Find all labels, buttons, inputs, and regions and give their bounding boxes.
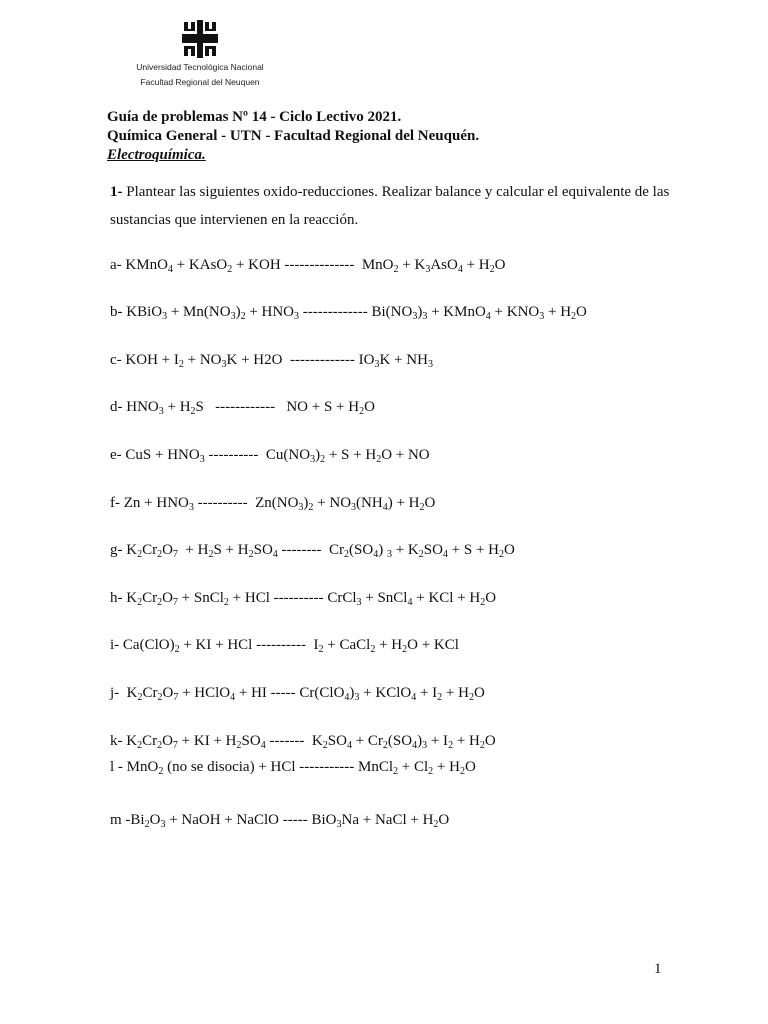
reaction-k: k- $K_2Cr_2O_7$ + KI + $H_2SO_4$ ------- $K_2SO_4 + Cr_2(SO_4)_3 + I_2 + H_2O$ (110, 733, 496, 751)
document-header (107, 108, 479, 165)
reaction-d: d- $HNO_3 + H_2S$ ------------ NO + $S + H_2O$ (110, 399, 375, 417)
reaction-j: j- $K_2Cr_2O_7$ + HClO$_4$ + HI ----- $Cr(ClO_4)_3$ + KClO$_4$ + $I_2 + H_2O$ (110, 685, 485, 703)
reaction-a: a- KMnO$_4$ + KAsO$_2$ + KOH -------------- $MnO_2 + K_3AsO_4 + H_2O$ (110, 257, 506, 275)
page-number: 1 (654, 961, 662, 977)
reaction-m: m $-Bi_2O_3$ + NaOH + NaClO ----- BiO$_3$Na + NaCl + $H_2O$ (110, 812, 450, 830)
topic-title: Electroquímica. (107, 147, 206, 163)
reaction-b: b- KBiO$_3$ + $Mn(NO_3)_2 + HNO_3$ ------------- $Bi(NO_3)_3$ + KMnO$_4$ + $KNO_3 + H_2O$ (110, 304, 587, 322)
problem-statement (110, 178, 670, 234)
reaction-c: c- KOH + $I_2 + NO_3K + H2O$ ------------- $IO_3K + NH_3$ (110, 352, 433, 370)
problem-text: Plantear las siguientes oxido-reducciones. Realizar balance y calcular el equivalente de las sustancias que intervienen en la reacción. (110, 184, 670, 228)
utn-logo (120, 20, 280, 88)
reaction-g: g- $K_2Cr_2O_7 + H_2S + H_2SO_4$ -------- $Cr_2(SO_4) _3 + K_2SO_4 + S + H_2O$ (110, 542, 515, 560)
course-name: Química General - UTN - Facultad Regional del Neuquén. (107, 128, 480, 144)
institution-name: Universidad Tecnológica Nacional (136, 62, 264, 72)
problem-number: 1- (110, 184, 123, 200)
reaction-h: h- $K_2Cr_2O_7$ + SnCl$_2$ + HCl ---------- CrCl$_3$ + SnCl$_4$ + KCl + $H_2O$ (110, 590, 497, 608)
document-title: Guía de problemas Nº 14 - Ciclo Lectivo 2021. (107, 109, 402, 125)
faculty-name: Facultad Regional del Neuquen (140, 77, 260, 87)
reaction-f: f- $Zn + HNO_3$ ---------- $Zn(NO_3)_2 + NO_3(NH_4) + H_2O$ (110, 495, 436, 513)
reaction-l: l - MnO$_2$ (no se disocia) + HCl ----------- MnCl$_2$ + $Cl_2 + H_2O$ (110, 759, 476, 777)
utn-emblem-icon (182, 20, 218, 58)
reaction-e: e- CuS + $HNO_3$ ---------- $Cu(NO_3)_2 + S + H_2O$ + NO (110, 447, 430, 465)
reaction-i: i- $Ca(ClO)_2$ + KI + HCl ---------- $I_2$ + CaCl$_2$ + $H_2O$ + KCl (110, 637, 459, 655)
